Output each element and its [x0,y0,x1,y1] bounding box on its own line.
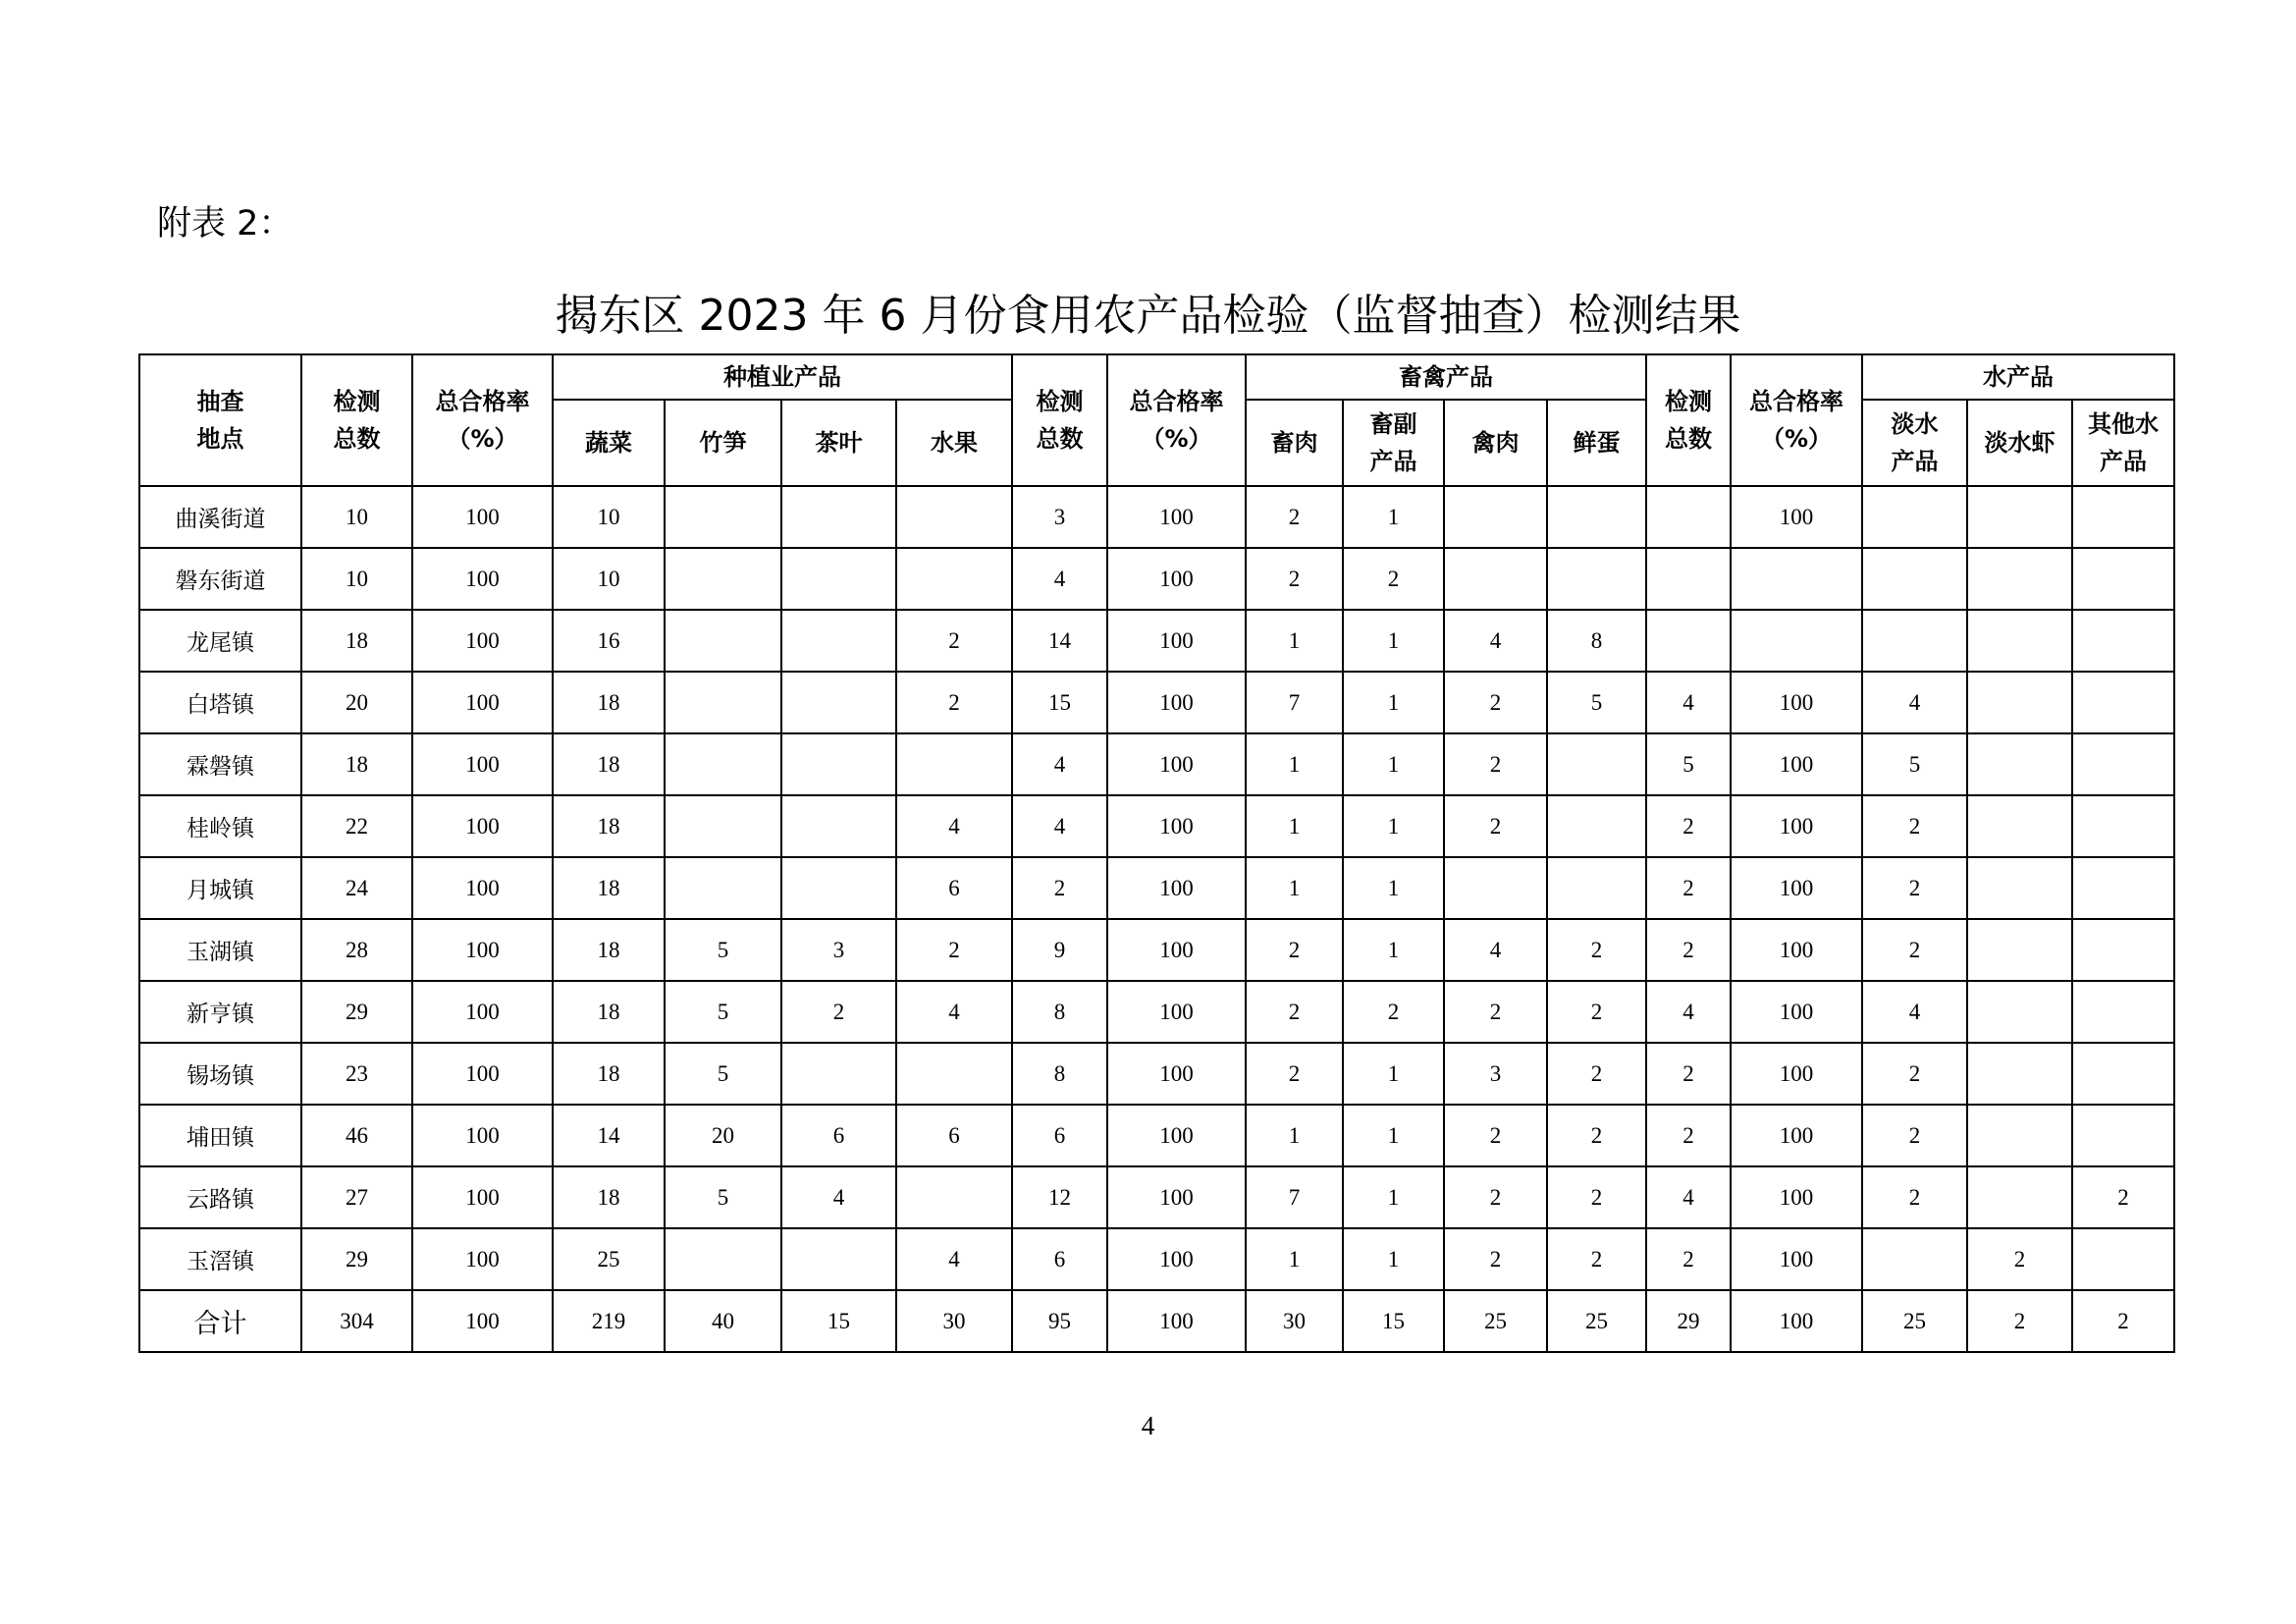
cell-aquatic-rate: 100 [1731,733,1862,795]
cell-livestock-rate: 100 [1107,610,1246,672]
cell-livestock-total: 8 [1012,981,1107,1043]
header-livestock-rate: 总合格率 （%） [1107,354,1246,486]
cell-tea: 6 [781,1105,896,1166]
cell-livestock-rate: 100 [1107,981,1246,1043]
cell-vegetables: 10 [553,548,665,610]
cell-aquatic-rate [1731,548,1862,610]
cell-bamboo-shoots [665,857,781,919]
cell-tea: 4 [781,1166,896,1228]
cell-livestock-rate: 100 [1107,672,1246,733]
cell-planting-total: 29 [301,1228,412,1290]
table-row [139,1043,2174,1105]
cell-livestock-rate: 100 [1107,1290,1246,1352]
cell-fresh-eggs: 2 [1547,1166,1646,1228]
table-row [139,857,2174,919]
header-fresh-eggs: 鲜蛋 [1547,400,1646,486]
cell-planting-total: 18 [301,610,412,672]
cell-planting-rate: 100 [412,1290,553,1352]
cell-aquatic-rate: 100 [1731,1043,1862,1105]
cell-location: 桂岭镇 [139,795,301,857]
header-aquatic-rate: 总合格率 （%） [1731,354,1862,486]
cell-fruit [896,1166,1012,1228]
cell-livestock-total: 3 [1012,486,1107,548]
cell-fruit [896,486,1012,548]
cell-aquatic-rate: 100 [1731,1105,1862,1166]
cell-freshwater-products: 4 [1862,981,1967,1043]
cell-other-aquatic [2072,733,2174,795]
header-livestock-meat: 畜肉 [1246,400,1343,486]
cell-poultry-meat [1444,486,1547,548]
cell-freshwater-shrimp [1967,1166,2072,1228]
cell-livestock-byproducts: 2 [1343,981,1444,1043]
cell-planting-rate: 100 [412,672,553,733]
cell-aquatic-total: 4 [1646,1166,1731,1228]
cell-freshwater-products: 5 [1862,733,1967,795]
cell-fresh-eggs [1547,733,1646,795]
header-tea: 茶叶 [781,400,896,486]
cell-bamboo-shoots [665,672,781,733]
cell-other-aquatic [2072,548,2174,610]
cell-aquatic-total: 2 [1646,795,1731,857]
cell-aquatic-total: 2 [1646,1043,1731,1105]
cell-aquatic-rate: 100 [1731,486,1862,548]
cell-livestock-byproducts: 1 [1343,486,1444,548]
cell-livestock-total: 2 [1012,857,1107,919]
cell-livestock-total: 6 [1012,1105,1107,1166]
header-aquatic-total: 检测 总数 [1646,354,1731,486]
cell-livestock-byproducts: 1 [1343,672,1444,733]
cell-livestock-rate: 100 [1107,1105,1246,1166]
cell-livestock-meat: 1 [1246,1228,1343,1290]
cell-fruit: 4 [896,981,1012,1043]
cell-livestock-total: 12 [1012,1166,1107,1228]
cell-bamboo-shoots: 20 [665,1105,781,1166]
cell-freshwater-products: 25 [1862,1290,1967,1352]
table-row [139,795,2174,857]
cell-planting-rate: 100 [412,1166,553,1228]
cell-fruit: 6 [896,857,1012,919]
cell-livestock-meat: 1 [1246,1105,1343,1166]
cell-aquatic-total [1646,548,1731,610]
cell-livestock-byproducts: 1 [1343,1228,1444,1290]
cell-vegetables: 219 [553,1290,665,1352]
table-body [139,486,2174,1352]
cell-location: 锡场镇 [139,1043,301,1105]
cell-planting-rate: 100 [412,919,553,981]
cell-other-aquatic: 2 [2072,1166,2174,1228]
cell-livestock-meat: 2 [1246,486,1343,548]
cell-planting-total: 18 [301,733,412,795]
cell-planting-total: 29 [301,981,412,1043]
cell-freshwater-shrimp: 2 [1967,1228,2072,1290]
cell-poultry-meat: 2 [1444,1166,1547,1228]
cell-livestock-total: 4 [1012,733,1107,795]
header-location: 抽查 地点 [139,354,301,486]
cell-livestock-rate: 100 [1107,919,1246,981]
cell-vegetables: 25 [553,1228,665,1290]
cell-tea [781,733,896,795]
cell-poultry-meat: 2 [1444,1105,1547,1166]
cell-planting-rate: 100 [412,1105,553,1166]
cell-bamboo-shoots [665,795,781,857]
cell-poultry-meat: 3 [1444,1043,1547,1105]
cell-planting-rate: 100 [412,548,553,610]
table-row [139,919,2174,981]
header-bamboo-shoots: 竹笋 [665,400,781,486]
cell-vegetables: 18 [553,981,665,1043]
cell-poultry-meat: 2 [1444,672,1547,733]
cell-livestock-rate: 100 [1107,1166,1246,1228]
cell-aquatic-total: 5 [1646,733,1731,795]
cell-planting-total: 27 [301,1166,412,1228]
cell-livestock-rate: 100 [1107,548,1246,610]
cell-freshwater-products [1862,610,1967,672]
cell-planting-total: 46 [301,1105,412,1166]
cell-livestock-meat: 1 [1246,610,1343,672]
appendix-label: 附表 2： [157,204,294,244]
cell-freshwater-shrimp [1967,981,2072,1043]
cell-other-aquatic [2072,1228,2174,1290]
cell-livestock-total: 9 [1012,919,1107,981]
cell-tea [781,610,896,672]
cell-freshwater-shrimp [1967,919,2072,981]
cell-location: 曲溪街道 [139,486,301,548]
cell-livestock-byproducts: 1 [1343,1105,1444,1166]
cell-planting-total: 10 [301,486,412,548]
cell-poultry-meat: 4 [1444,919,1547,981]
cell-aquatic-rate: 100 [1731,857,1862,919]
cell-planting-total: 22 [301,795,412,857]
cell-freshwater-products: 2 [1862,1166,1967,1228]
cell-livestock-total: 14 [1012,610,1107,672]
cell-livestock-meat: 30 [1246,1290,1343,1352]
header-other-aquatic: 其他水 产品 [2072,400,2174,486]
cell-livestock-byproducts: 1 [1343,733,1444,795]
cell-fresh-eggs: 2 [1547,1105,1646,1166]
cell-other-aquatic [2072,857,2174,919]
cell-livestock-rate: 100 [1107,733,1246,795]
cell-freshwater-products [1862,548,1967,610]
cell-planting-rate: 100 [412,486,553,548]
cell-fresh-eggs: 2 [1547,919,1646,981]
cell-fruit: 6 [896,1105,1012,1166]
cell-freshwater-products: 2 [1862,857,1967,919]
cell-livestock-meat: 1 [1246,795,1343,857]
cell-bamboo-shoots [665,486,781,548]
header-livestock-total: 检测 总数 [1012,354,1107,486]
cell-other-aquatic [2072,919,2174,981]
cell-livestock-byproducts: 1 [1343,1166,1444,1228]
cell-tea [781,548,896,610]
results-table [138,353,2175,1353]
table-row [139,1105,2174,1166]
header-fruit: 水果 [896,400,1012,486]
cell-bamboo-shoots: 40 [665,1290,781,1352]
cell-tea [781,857,896,919]
cell-fruit: 4 [896,1228,1012,1290]
cell-location: 合计 [139,1290,301,1352]
cell-livestock-rate: 100 [1107,1228,1246,1290]
table-row [139,733,2174,795]
cell-bamboo-shoots [665,1228,781,1290]
cell-aquatic-total [1646,486,1731,548]
header-poultry-meat: 禽肉 [1444,400,1547,486]
cell-freshwater-shrimp [1967,548,2072,610]
cell-aquatic-total: 29 [1646,1290,1731,1352]
cell-planting-total: 23 [301,1043,412,1105]
cell-aquatic-total: 2 [1646,1228,1731,1290]
cell-planting-total: 24 [301,857,412,919]
cell-aquatic-rate: 100 [1731,919,1862,981]
cell-other-aquatic [2072,1043,2174,1105]
header-planting-rate: 总合格率 （%） [412,354,553,486]
cell-livestock-meat: 7 [1246,672,1343,733]
cell-fresh-eggs [1547,857,1646,919]
cell-aquatic-rate: 100 [1731,672,1862,733]
cell-freshwater-shrimp [1967,1043,2072,1105]
cell-vegetables: 18 [553,795,665,857]
cell-bamboo-shoots: 5 [665,1043,781,1105]
cell-location: 霖磐镇 [139,733,301,795]
header-livestock-group: 畜禽产品 [1246,354,1646,400]
cell-bamboo-shoots: 5 [665,981,781,1043]
cell-fruit [896,1043,1012,1105]
cell-aquatic-total: 2 [1646,919,1731,981]
cell-freshwater-products: 2 [1862,1043,1967,1105]
cell-livestock-meat: 7 [1246,1166,1343,1228]
total-row [139,1290,2174,1352]
cell-freshwater-shrimp [1967,486,2072,548]
cell-tea: 3 [781,919,896,981]
cell-bamboo-shoots: 5 [665,1166,781,1228]
cell-aquatic-rate: 100 [1731,1290,1862,1352]
cell-planting-rate: 100 [412,857,553,919]
cell-livestock-byproducts: 1 [1343,857,1444,919]
table-row [139,548,2174,610]
cell-fruit [896,733,1012,795]
cell-fruit: 4 [896,795,1012,857]
cell-fresh-eggs [1547,548,1646,610]
cell-fruit: 30 [896,1290,1012,1352]
cell-aquatic-total: 2 [1646,857,1731,919]
table-row [139,1228,2174,1290]
header-vegetables: 蔬菜 [553,400,665,486]
cell-freshwater-products [1862,1228,1967,1290]
cell-aquatic-rate: 100 [1731,1166,1862,1228]
cell-aquatic-rate: 100 [1731,1228,1862,1290]
cell-poultry-meat: 2 [1444,1228,1547,1290]
table-row [139,610,2174,672]
cell-livestock-total: 6 [1012,1228,1107,1290]
table-row [139,672,2174,733]
cell-fresh-eggs: 2 [1547,981,1646,1043]
cell-livestock-byproducts: 1 [1343,1043,1444,1105]
cell-aquatic-rate: 100 [1731,795,1862,857]
cell-planting-rate: 100 [412,1043,553,1105]
cell-planting-total: 28 [301,919,412,981]
cell-fruit: 2 [896,610,1012,672]
cell-tea [781,672,896,733]
cell-poultry-meat [1444,548,1547,610]
cell-aquatic-total: 2 [1646,1105,1731,1166]
cell-vegetables: 18 [553,733,665,795]
cell-tea [781,486,896,548]
cell-fresh-eggs: 25 [1547,1290,1646,1352]
cell-freshwater-shrimp [1967,733,2072,795]
cell-vegetables: 18 [553,919,665,981]
cell-livestock-byproducts: 15 [1343,1290,1444,1352]
cell-location: 玉湖镇 [139,919,301,981]
cell-planting-total: 10 [301,548,412,610]
cell-fruit: 2 [896,672,1012,733]
cell-location: 月城镇 [139,857,301,919]
cell-planting-rate: 100 [412,733,553,795]
cell-livestock-rate: 100 [1107,795,1246,857]
cell-tea: 15 [781,1290,896,1352]
table-row [139,1166,2174,1228]
cell-aquatic-total: 4 [1646,672,1731,733]
cell-freshwater-products: 2 [1862,795,1967,857]
cell-livestock-total: 4 [1012,795,1107,857]
cell-location: 龙尾镇 [139,610,301,672]
cell-location: 云路镇 [139,1166,301,1228]
cell-livestock-byproducts: 1 [1343,919,1444,981]
header-planting-group: 种植业产品 [553,354,1012,400]
table-row [139,981,2174,1043]
cell-aquatic-rate: 100 [1731,981,1862,1043]
cell-fresh-eggs: 8 [1547,610,1646,672]
header-freshwater-products: 淡水 产品 [1862,400,1967,486]
cell-location: 埔田镇 [139,1105,301,1166]
cell-poultry-meat [1444,857,1547,919]
cell-planting-rate: 100 [412,981,553,1043]
cell-fresh-eggs: 2 [1547,1228,1646,1290]
cell-planting-total: 304 [301,1290,412,1352]
cell-other-aquatic [2072,486,2174,548]
page-number: 4 [1141,1411,1155,1440]
cell-freshwater-shrimp [1967,672,2072,733]
cell-vegetables: 18 [553,857,665,919]
cell-freshwater-shrimp [1967,795,2072,857]
cell-poultry-meat: 2 [1444,795,1547,857]
cell-fresh-eggs [1547,486,1646,548]
cell-vegetables: 16 [553,610,665,672]
document-title: 揭东区 2023 年 6 月份食用农产品检验（监督抽查）检测结果 [555,291,1741,341]
cell-planting-total: 20 [301,672,412,733]
cell-location: 磐东街道 [139,548,301,610]
cell-livestock-byproducts: 1 [1343,795,1444,857]
cell-aquatic-total [1646,610,1731,672]
cell-bamboo-shoots [665,733,781,795]
header-livestock-byproducts: 畜副 产品 [1343,400,1444,486]
cell-livestock-byproducts: 1 [1343,610,1444,672]
cell-freshwater-products: 4 [1862,672,1967,733]
cell-fruit: 2 [896,919,1012,981]
cell-planting-rate: 100 [412,795,553,857]
table-row [139,486,2174,548]
cell-poultry-meat: 25 [1444,1290,1547,1352]
cell-location: 玉滘镇 [139,1228,301,1290]
cell-livestock-total: 95 [1012,1290,1107,1352]
cell-tea [781,1228,896,1290]
cell-fresh-eggs: 5 [1547,672,1646,733]
cell-livestock-meat: 1 [1246,733,1343,795]
cell-poultry-meat: 2 [1444,981,1547,1043]
header-planting-total: 检测 总数 [301,354,412,486]
cell-livestock-total: 15 [1012,672,1107,733]
cell-livestock-rate: 100 [1107,486,1246,548]
cell-fruit [896,548,1012,610]
cell-fresh-eggs: 2 [1547,1043,1646,1105]
cell-bamboo-shoots [665,610,781,672]
cell-other-aquatic [2072,672,2174,733]
cell-fresh-eggs [1547,795,1646,857]
cell-vegetables: 18 [553,1166,665,1228]
cell-livestock-rate: 100 [1107,857,1246,919]
cell-freshwater-shrimp [1967,857,2072,919]
cell-livestock-byproducts: 2 [1343,548,1444,610]
cell-other-aquatic [2072,1105,2174,1166]
cell-poultry-meat: 2 [1444,733,1547,795]
header-aquatic-group: 水产品 [1862,354,2174,400]
cell-tea [781,795,896,857]
cell-freshwater-shrimp [1967,610,2072,672]
cell-location: 新亨镇 [139,981,301,1043]
header-row-group [139,354,2174,400]
cell-other-aquatic [2072,981,2174,1043]
cell-freshwater-products [1862,486,1967,548]
cell-livestock-total: 8 [1012,1043,1107,1105]
cell-livestock-meat: 1 [1246,857,1343,919]
cell-livestock-meat: 2 [1246,981,1343,1043]
cell-planting-rate: 100 [412,1228,553,1290]
cell-freshwater-products: 2 [1862,919,1967,981]
cell-vegetables: 10 [553,486,665,548]
cell-livestock-meat: 2 [1246,1043,1343,1105]
cell-other-aquatic: 2 [2072,1290,2174,1352]
cell-vegetables: 18 [553,672,665,733]
cell-livestock-meat: 2 [1246,548,1343,610]
cell-bamboo-shoots [665,548,781,610]
cell-vegetables: 18 [553,1043,665,1105]
cell-location: 白塔镇 [139,672,301,733]
cell-livestock-rate: 100 [1107,1043,1246,1105]
cell-aquatic-rate [1731,610,1862,672]
cell-poultry-meat: 4 [1444,610,1547,672]
cell-bamboo-shoots: 5 [665,919,781,981]
cell-tea: 2 [781,981,896,1043]
cell-aquatic-total: 4 [1646,981,1731,1043]
cell-vegetables: 14 [553,1105,665,1166]
cell-other-aquatic [2072,795,2174,857]
cell-freshwater-shrimp: 2 [1967,1290,2072,1352]
cell-freshwater-shrimp [1967,1105,2072,1166]
header-freshwater-shrimp: 淡水虾 [1967,400,2072,486]
cell-livestock-meat: 2 [1246,919,1343,981]
cell-freshwater-products: 2 [1862,1105,1967,1166]
cell-other-aquatic [2072,610,2174,672]
cell-tea [781,1043,896,1105]
cell-planting-rate: 100 [412,610,553,672]
cell-livestock-total: 4 [1012,548,1107,610]
